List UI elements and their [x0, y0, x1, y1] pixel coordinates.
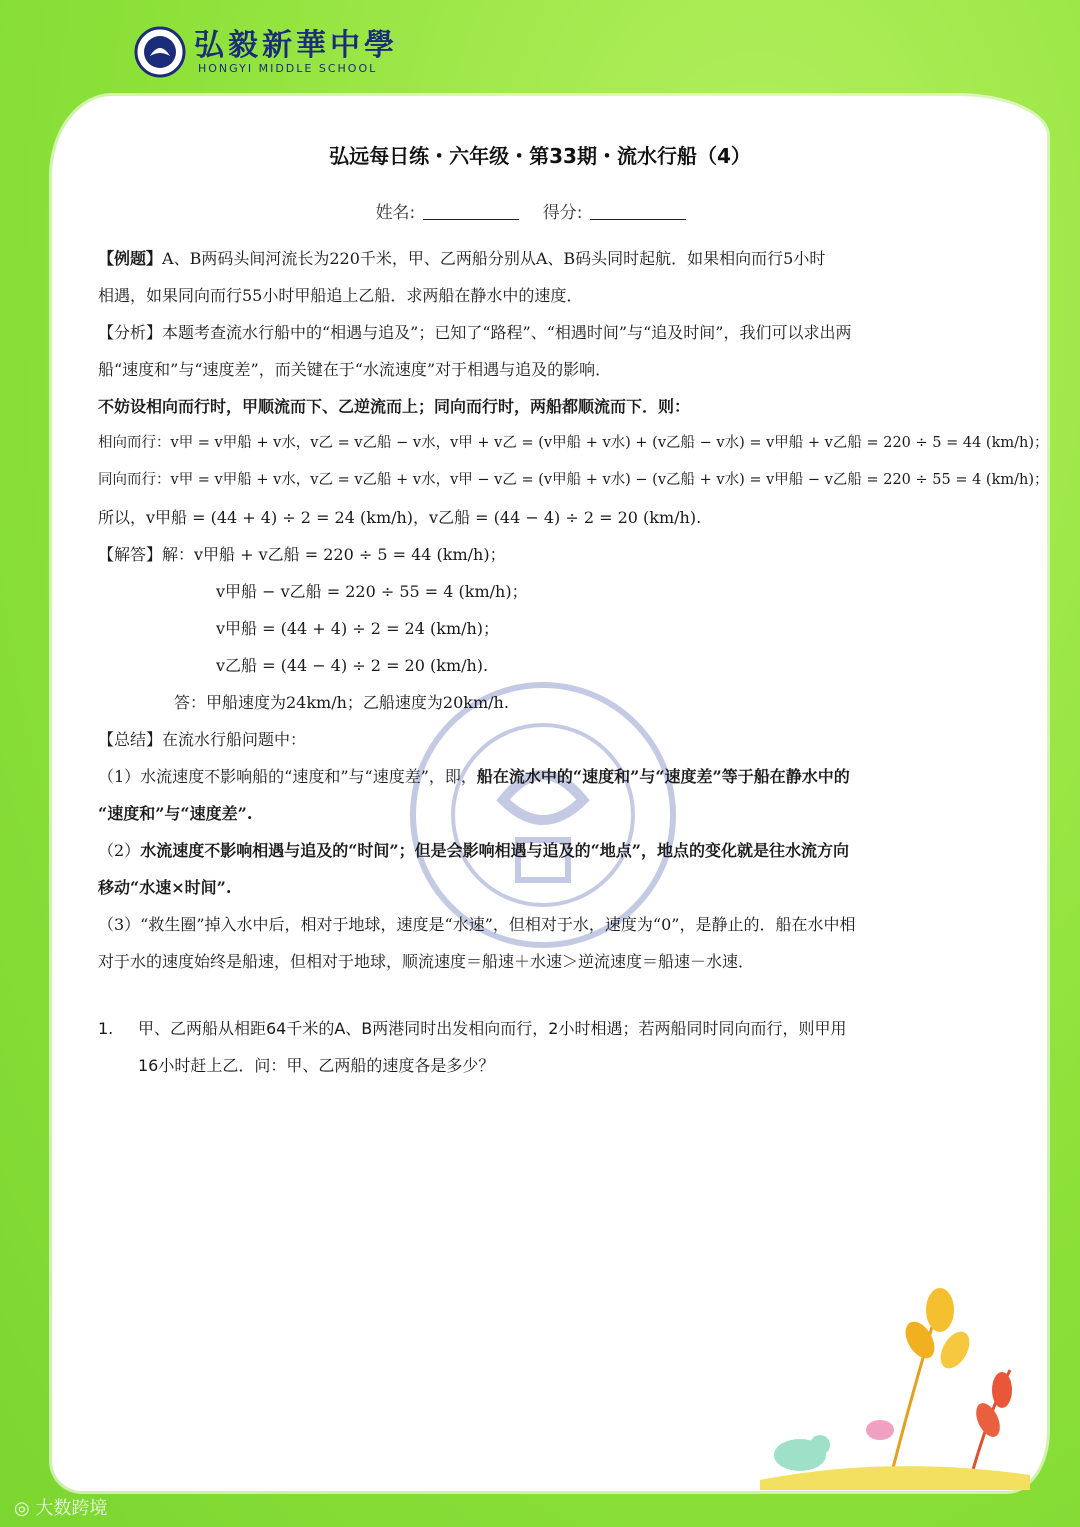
solution-answer: 答：甲船速度为24km/h；乙船速度为20km/h.	[174, 693, 509, 712]
school-logo	[134, 26, 398, 78]
summary-heading: 【总结】在流水行船问题中：	[98, 730, 307, 749]
summary-point-3: （3）“救生圈”掉入水中后，相对于地球，速度是“水速”，但相对于水，速度为“0”，是静止的．船在水中相	[98, 915, 856, 934]
worksheet-content	[98, 240, 1049, 1084]
school-name-cn: 弘毅新華中學	[194, 27, 398, 63]
school-name-en: HONGYI MIDDLE SCHOOL	[198, 61, 378, 75]
flower-decoration	[740, 1280, 1040, 1490]
summary-point-3-cont: 对于水的速度始终是船速，但相对于地球，顺流速度＝船速＋水速＞逆流速度＝船速－水速．	[98, 952, 755, 971]
solution-line-1: 【解答】解：v甲船 + v乙船 = 220 ÷ 5 = 44 (km/h)；	[98, 545, 506, 564]
name-score-row	[0, 198, 1080, 223]
analysis-conclusion: 所以，v甲船 = (44 + 4) ÷ 2 = 24 (km/h)，v乙船 = (44 − 4) ÷ 2 = 20 (km/h).	[98, 508, 702, 527]
summary-point-2-cont: 移动“水速×时间”.	[98, 878, 232, 897]
score-label: 得分:	[542, 203, 583, 223]
analysis-line-3: 不妨设相向而行时，甲顺流而下、乙逆流而上；同向而行时，两船都顺流而下．则：	[98, 397, 691, 416]
example-tag: 【例题】	[98, 249, 163, 268]
summary-point-1: （1）水流速度不影响船的“速度和”与“速度差”，即，船在流水中的“速度和”与“速度差”等于船在静水中的	[98, 767, 850, 786]
question-1-line-2: 16小时赶上乙．问：甲、乙两船的速度各是多少？	[138, 1056, 495, 1075]
example-line-1: 【例题】A、B两码头间河流长为220千米，甲、乙两船分别从A、B码头同时起航．如果相向而行5小时	[98, 249, 826, 268]
name-blank[interactable]	[423, 203, 519, 220]
analysis-line-2: 船“速度和”与“速度差”，而关键在于“水流速度”对于相遇与追及的影响．	[98, 360, 612, 379]
worksheet-title: 弘远每日练・六年级・第33期・流水行船（4）	[329, 144, 751, 168]
example-line-2: 相遇，如果同向而行55小时甲船追上乙船．求两船在静水中的速度．	[98, 286, 583, 305]
score-blank[interactable]	[590, 203, 686, 220]
footer-brand: ◎ 大数跨境	[14, 1498, 108, 1519]
question-1	[98, 1010, 988, 1084]
name-label: 姓名:	[375, 203, 416, 223]
question-1-line-1: 甲、乙两船从相距64千米的A、B两港同时出发相向而行，2小时相遇；若两船同时同向而行，则甲用	[138, 1019, 847, 1038]
solution-line-4: v乙船 = (44 − 4) ÷ 2 = 20 (km/h).	[216, 656, 489, 675]
analysis-formula-opposite: 相向而行：v甲 = v甲船 + v水，v乙 = v乙船 − v水，v甲 + v乙 = (v甲船 + v水) + (v乙船 − v水) = v甲船 + v乙船 = 220 ÷ 5 = 44 (km/h)；	[98, 435, 1049, 451]
summary-point-2: （2）水流速度不影响相遇与追及的“时间”；但是会影响相遇与追及的“地点”，地点的变化就是往水流方向	[98, 841, 850, 860]
summary-point-1-cont: “速度和”与“速度差”.	[98, 804, 253, 823]
brand-logo-icon: ◎	[14, 1498, 36, 1519]
solution-line-3: v甲船 = (44 + 4) ÷ 2 = 24 (km/h)；	[216, 619, 500, 638]
school-badge-icon	[134, 26, 186, 78]
question-1-number: 1.	[98, 1019, 114, 1038]
analysis-line-1: 【分析】本题考查流水行船中的“相遇与追及”；已知了“路程”、“相遇时间”与“追及时间”，我们可以求出两	[98, 323, 852, 342]
solution-line-2: v甲船 − v乙船 = 220 ÷ 55 = 4 (km/h)；	[216, 582, 528, 601]
analysis-formula-same: 同向而行：v甲 = v甲船 + v水，v乙 = v乙船 + v水，v甲 − v乙 = (v甲船 + v水) − (v乙船 + v水) = v甲船 − v乙船 = 220 ÷ 55 = 4 (km/h)；	[98, 472, 1049, 488]
